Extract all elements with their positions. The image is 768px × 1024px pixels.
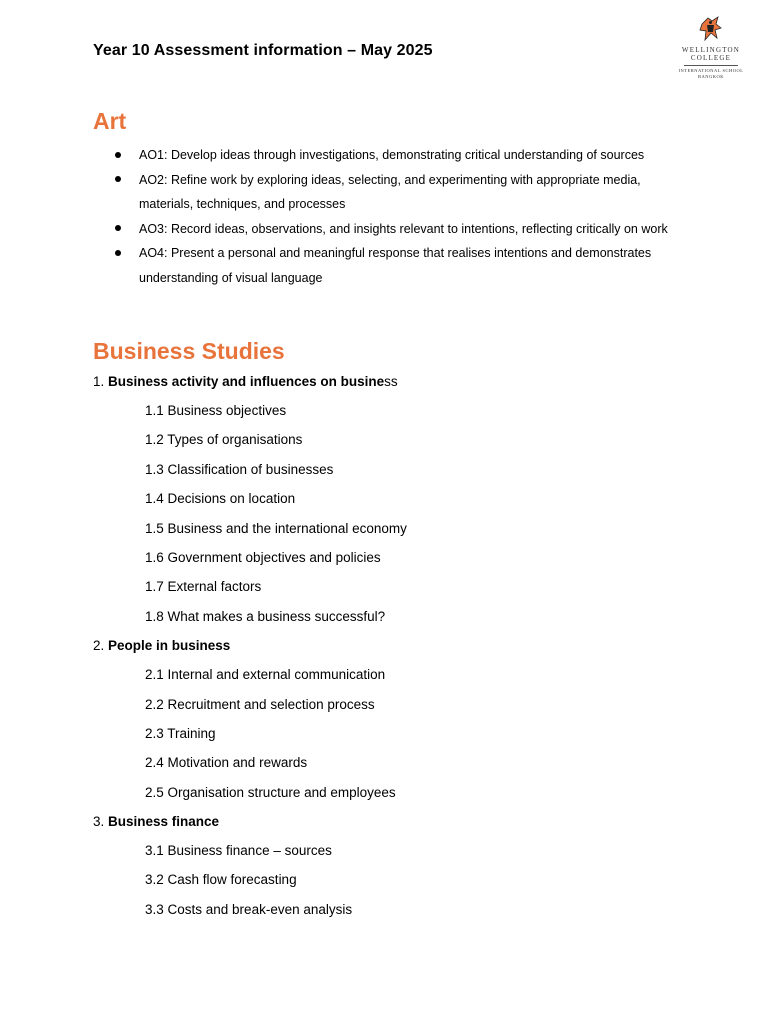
bullet-icon	[115, 152, 121, 158]
list-item: 2.2 Recruitment and selection process	[145, 697, 375, 712]
unit-title: Business finance	[108, 814, 220, 829]
list-item: 1.4 Decisions on location	[145, 491, 296, 506]
list-item	[93, 168, 683, 217]
unit-number: 3.	[93, 814, 105, 829]
list-item: 3.1 Business finance – sources	[145, 843, 332, 858]
art-objectives-list	[93, 143, 683, 290]
list-item: 1.8 What makes a business successful?	[145, 609, 386, 624]
list-item: 1.7 External factors	[145, 579, 262, 594]
list-item: 1.1 Business objectives	[145, 403, 287, 418]
logo-text-international: INTERNATIONAL SCHOOL	[678, 68, 744, 73]
school-crest-icon	[696, 14, 726, 44]
art-heading: Art	[93, 108, 127, 134]
school-logo	[678, 14, 744, 86]
logo-text-wellington: WELLINGTON	[681, 46, 741, 54]
list-item: 1.3 Classification of businesses	[145, 462, 334, 477]
logo-text-bangkok: BANGKOK	[698, 74, 724, 79]
list-item	[93, 143, 683, 168]
unit-heading	[93, 374, 398, 389]
unit-title-rest: ss	[384, 374, 398, 389]
list-item	[93, 241, 683, 290]
list-item: 3.3 Costs and break-even analysis	[145, 902, 353, 917]
bullet-icon	[115, 250, 121, 256]
unit-number: 1.	[93, 374, 105, 389]
objective-text: AO3: Record ideas, observations, and insights relevant to intentions, reflecting critically on work	[139, 221, 668, 236]
unit-heading	[93, 638, 230, 653]
list-item: 2.1 Internal and external communication	[145, 667, 386, 682]
logo-text-college: COLLEGE	[690, 54, 732, 62]
business-studies-heading: Business Studies	[93, 338, 285, 364]
list-item: 1.5 Business and the international economy	[145, 521, 407, 536]
objective-text: AO1: Develop ideas through investigations, demonstrating critical understanding of sources	[139, 148, 645, 162]
list-item: 2.4 Motivation and rewards	[145, 755, 308, 770]
unit-title: People in business	[108, 638, 231, 653]
document-title: Year 10 Assessment information – May 2025	[93, 42, 433, 59]
list-item: 2.3 Training	[145, 726, 216, 741]
logo-divider	[684, 65, 738, 66]
objective-text: AO2: Refine work by exploring ideas, selecting, and experimenting with appropriate media, materials, techniques, and processes	[139, 172, 641, 211]
list-item	[93, 217, 683, 242]
objective-text: AO4: Present a personal and meaningful response that realises intentions and demonstrates understanding of visual language	[139, 246, 652, 285]
bullet-icon	[115, 225, 121, 231]
list-item: 1.2 Types of organisations	[145, 432, 303, 447]
unit-heading	[93, 814, 219, 829]
list-item: 2.5 Organisation structure and employees	[145, 785, 396, 800]
unit-title: Business activity and influences on busine	[108, 374, 385, 389]
unit-number: 2.	[93, 638, 105, 653]
list-item: 3.2 Cash flow forecasting	[145, 872, 297, 887]
list-item: 1.6 Government objectives and policies	[145, 550, 381, 565]
bullet-icon	[115, 176, 121, 182]
